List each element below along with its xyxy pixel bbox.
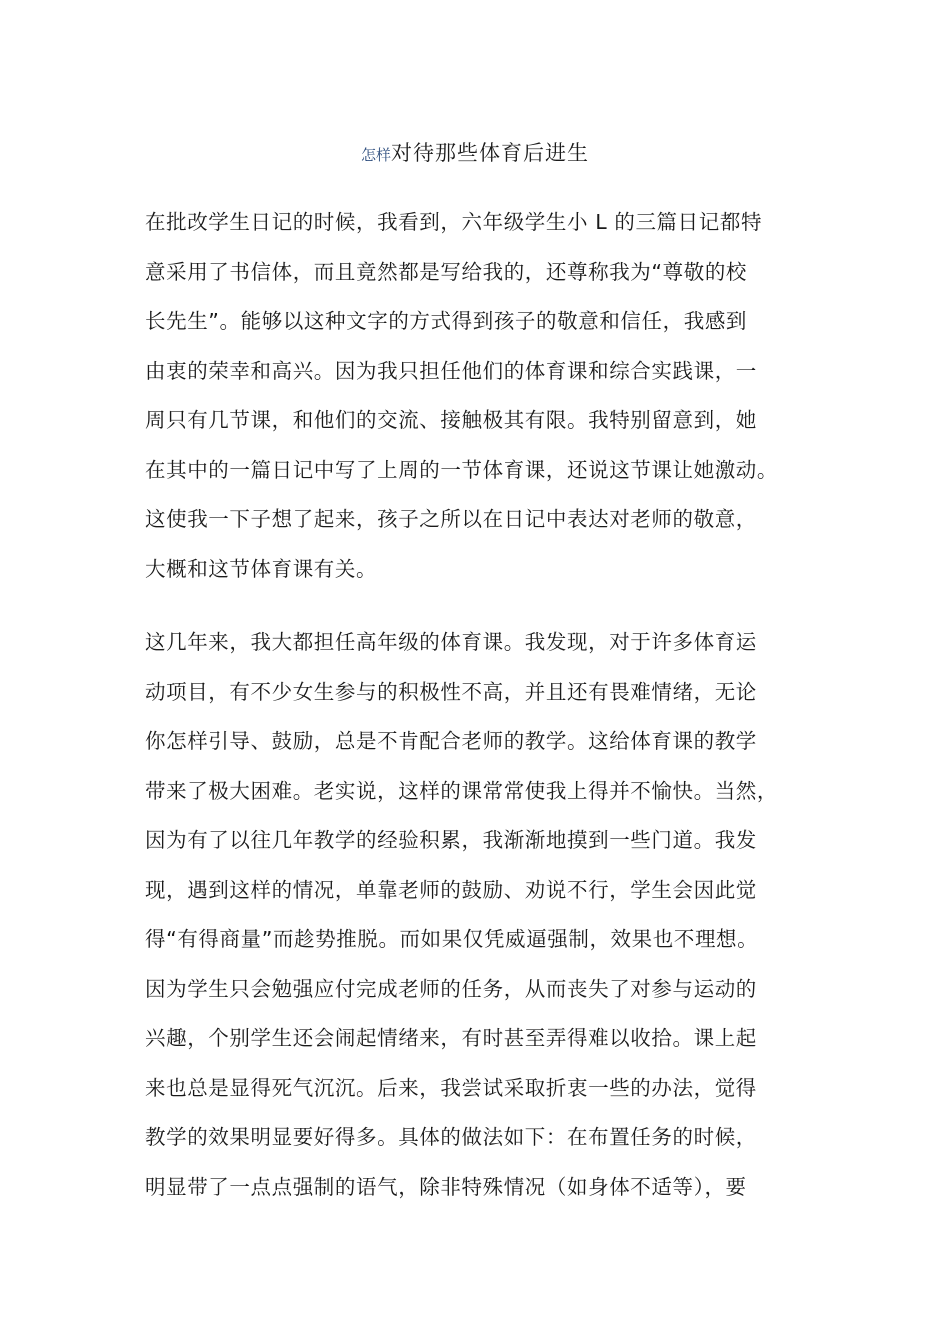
paragraph-line: 因为学生只会勉强应付完成老师的任务，从而丧失了对参与运动的	[145, 976, 757, 1001]
paragraph-line: 意采用了书信体，而且竟然都是写给我的，还尊称我为“尊敬的校	[145, 259, 748, 284]
paragraph-line: 来也总是显得死气沉沉。后来，我尝试采取折衷一些的办法，觉得	[145, 1075, 757, 1100]
paragraph-line: 长先生”。能够以这种文字的方式得到孩子的敬意和信任，我感到	[145, 309, 748, 333]
document-title	[0, 137, 950, 167]
paragraph-line: 兴趣，个别学生还会闹起情绪来，有时甚至弄得难以收拾。课上起	[145, 1026, 757, 1050]
paragraph-line: 教学的效果明显要好得多。具体的做法如下：在布置任务的时候，	[145, 1125, 757, 1149]
title-prefix: 怎样	[360, 146, 391, 164]
paragraph-line: 得“有得商量”而趁势推脱。而如果仅凭威逼强制，效果也不理想。	[145, 927, 759, 951]
title-main: 对待那些体育后进生	[391, 141, 589, 165]
paragraph-line: 周只有几节课，和他们的交流、接触极其有限。我特别留意到，她	[145, 408, 757, 432]
paragraph-2	[145, 618, 815, 1212]
paragraph-line: 这使我一下子想了起来，孩子之所以在日记中表达对老师的敬意，	[145, 507, 757, 531]
paragraph-line: 在批改学生日记的时候，我看到，六年级学生小 L 的三篇日记都特	[145, 210, 763, 234]
paragraph-line: 现，遇到这样的情况，单靠老师的鼓励、劝说不行，学生会因此觉	[145, 877, 757, 902]
paragraph-line: 动项目，有不少女生参与的积极性不高，并且还有畏难情绪，无论	[145, 679, 757, 704]
paragraph-line: 你怎样引导、鼓励，总是不肯配合老师的教学。这给体育课的教学	[145, 729, 757, 753]
paragraph-line: 大概和这节体育课有关。	[145, 556, 378, 581]
paragraph-line: 明显带了一点点强制的语气，除非特殊情况（如身体不适等），要	[145, 1174, 747, 1199]
paragraph-line: 由衷的荣幸和高兴。因为我只担任他们的体育课和综合实践课，一	[145, 358, 757, 383]
paragraph-1	[145, 198, 815, 594]
paragraph-line: 这几年来，我大都担任高年级的体育课。我发现，对于许多体育运	[145, 630, 757, 654]
paragraph-line: 因为有了以往几年教学的经验积累，我渐渐地摸到一些门道。我发	[145, 828, 757, 852]
paragraph-line: 带来了极大困难。老实说，这样的课常常使我上得并不愉快。当然，	[145, 778, 778, 803]
paragraph-line: 在其中的一篇日记中写了上周的一节体育课，还说这节课让她激动。	[145, 457, 778, 482]
